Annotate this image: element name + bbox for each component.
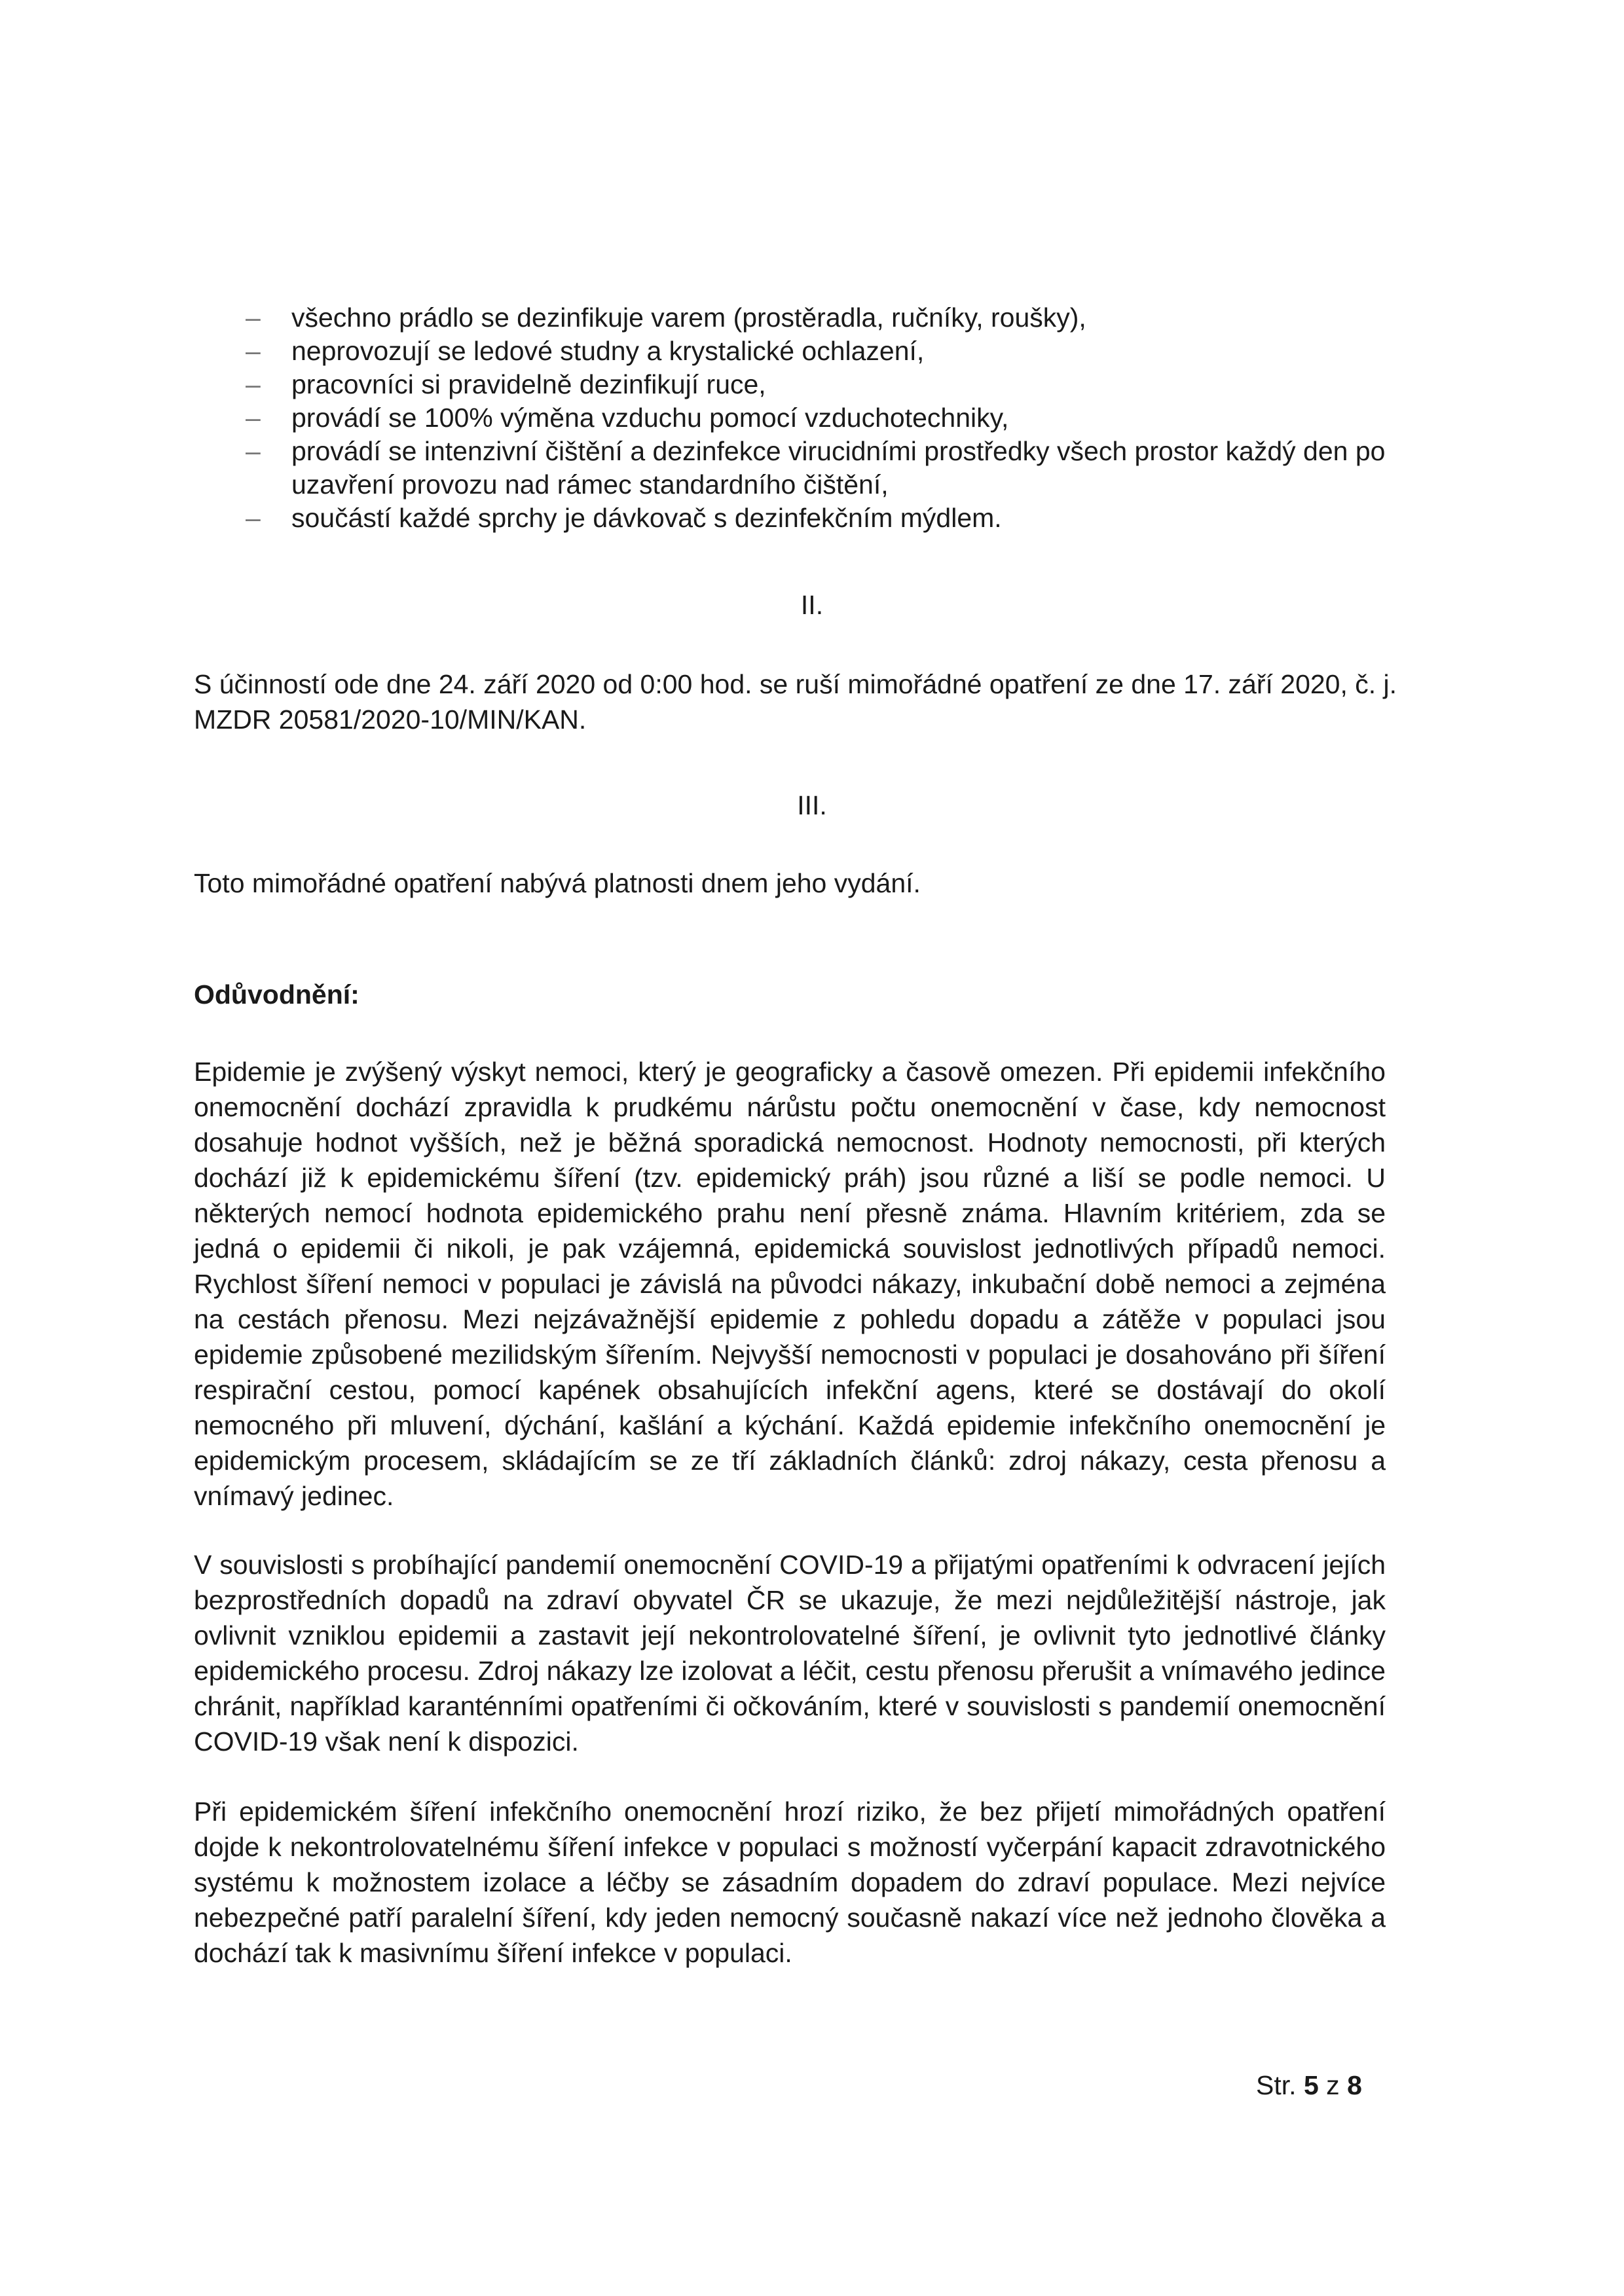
list-item [246,368,1398,401]
dash-marker: – [246,436,261,466]
list-item [246,401,1398,435]
list-item-text: provádí se 100% výměna vzduchu pomocí vzduchotechniky, [291,403,1009,433]
list-item [246,501,1398,535]
justification-paragraph-1: Epidemie je zvýšený výskyt nemoci, který je geograficky a časově omezen. Při epidemii infekčního onemocnění dochází zpravidla k prudkému nárůstu počtu onemocnění v čase, kdy nemocnost dosahuje hodnot vyšších, než je běžná sporadická nemocnost. Hodnoty nemocnosti, při kterých dochází již k epidemickému šíření (tzv. epidemický práh) jsou různé a liší se podle nemoci. U některých nemocí hodnota epidemického prahu není přesně známa. Hlavním kritériem, zda se jedná o epidemii či nikoli, je pak vzájemná, epidemická souvislost jednotlivých případů nemoci. Rychlost šíření nemoci v populaci je závislá na původci nákazy, inkubační době nemoci a zejména na cestách přenosu. Mezi nejzávažnější epidemie z pohledu dopadu a zátěže v populaci jsou epidemie způsobené mezilidským šířením. Nejvyšší nemocnosti v populaci je dosahováno při šíření respirační cestou, pomocí kapének obsahujících infekční agens, které se dostávají do okolí nemocného při mluvení, dýchání, kašlání a kýchání. Každá epidemie infekčního onemocnění je epidemickým procesem, skládajícím se ze tří základních článků: zdroj nákazy, cesta přenosu a vnímavý jedinec. [194,1057,1386,1511]
list-item [246,435,1398,501]
list-item-text: neprovozují se ledové studny a krystalické ochlazení, [291,336,925,366]
list-item-text: všechno prádlo se dezinfikuje varem (prostěradla, ručníky, roušky), [291,302,1086,333]
dash-marker: – [246,403,261,433]
page-total: 8 [1347,2070,1362,2100]
dash-marker: – [246,369,261,399]
list-item [246,301,1398,335]
section-number-ii: II. [800,590,824,620]
justification-paragraph-3: Při epidemickém šíření infekčního onemocnění hrozí riziko, že bez přijetí mimořádných opatření dojde k nekontrolovatelnému šíření infekce v populaci s možností vyčerpání kapacit zdravotnického systému k možnostem izolace a léčby se zásadním dopadem do zdraví populace. Mezi nejvíce nebezpečné patří paralelní šíření, kdy jeden nemocný současně nakazí více než jednoho člověka a dochází tak k masivnímu šíření infekce v populaci. [194,1796,1386,1968]
list-item [246,335,1398,368]
dash-marker: – [246,336,261,366]
dash-marker: – [246,302,261,333]
measures-list [246,301,1398,535]
section-iii-text: Toto mimořádné opatření nabývá platnosti dnem jeho vydání. [194,868,921,898]
justification-paragraph-2: V souvislosti s probíhající pandemií onemocnění COVID-19 a přijatými opatřeními k odvracení jejích bezprostředních dopadů na zdraví obyvatel ČR se ukazuje, že mezi nejdůležitější nástroje, jak ovlivnit vzniklou epidemii a zastavit její nekontrolovatelné šíření, je ovlivnit tyto jednotlivé články epidemického procesu. Zdroj nákazy lze izolovat a léčit, cestu přenosu přerušit a vnímavého jedince chránit, například karanténními opatřeními či očkováním, které v souvislosti s pandemií onemocnění COVID-19 však není k dispozici. [194,1550,1386,1757]
section-number-iii: III. [797,790,827,820]
page-number [1256,2068,1362,2103]
page-separator: z [1326,2070,1340,2100]
dash-marker: – [246,503,261,533]
section-ii-text: S účinností ode dne 24. září 2020 od 0:00 hod. se ruší mimořádné opatření ze dne 17. září 2020, č. j. MZDR 20581/2020-10/MIN/KAN. [194,669,1397,735]
justification-heading: Odůvodnění: [194,979,360,1010]
page-prefix: Str. [1256,2070,1297,2100]
page-current: 5 [1303,2070,1319,2100]
list-item-text: součástí každé sprchy je dávkovač s dezinfekčním mýdlem. [291,503,1002,533]
list-item-text: pracovníci si pravidelně dezinfikují ruce, [291,369,766,399]
list-item-text: provádí se intenzivní čištění a dezinfekce virucidními prostředky všech prostor každý den po uzavření provozu nad rámec standardního čištění, [291,436,1386,500]
